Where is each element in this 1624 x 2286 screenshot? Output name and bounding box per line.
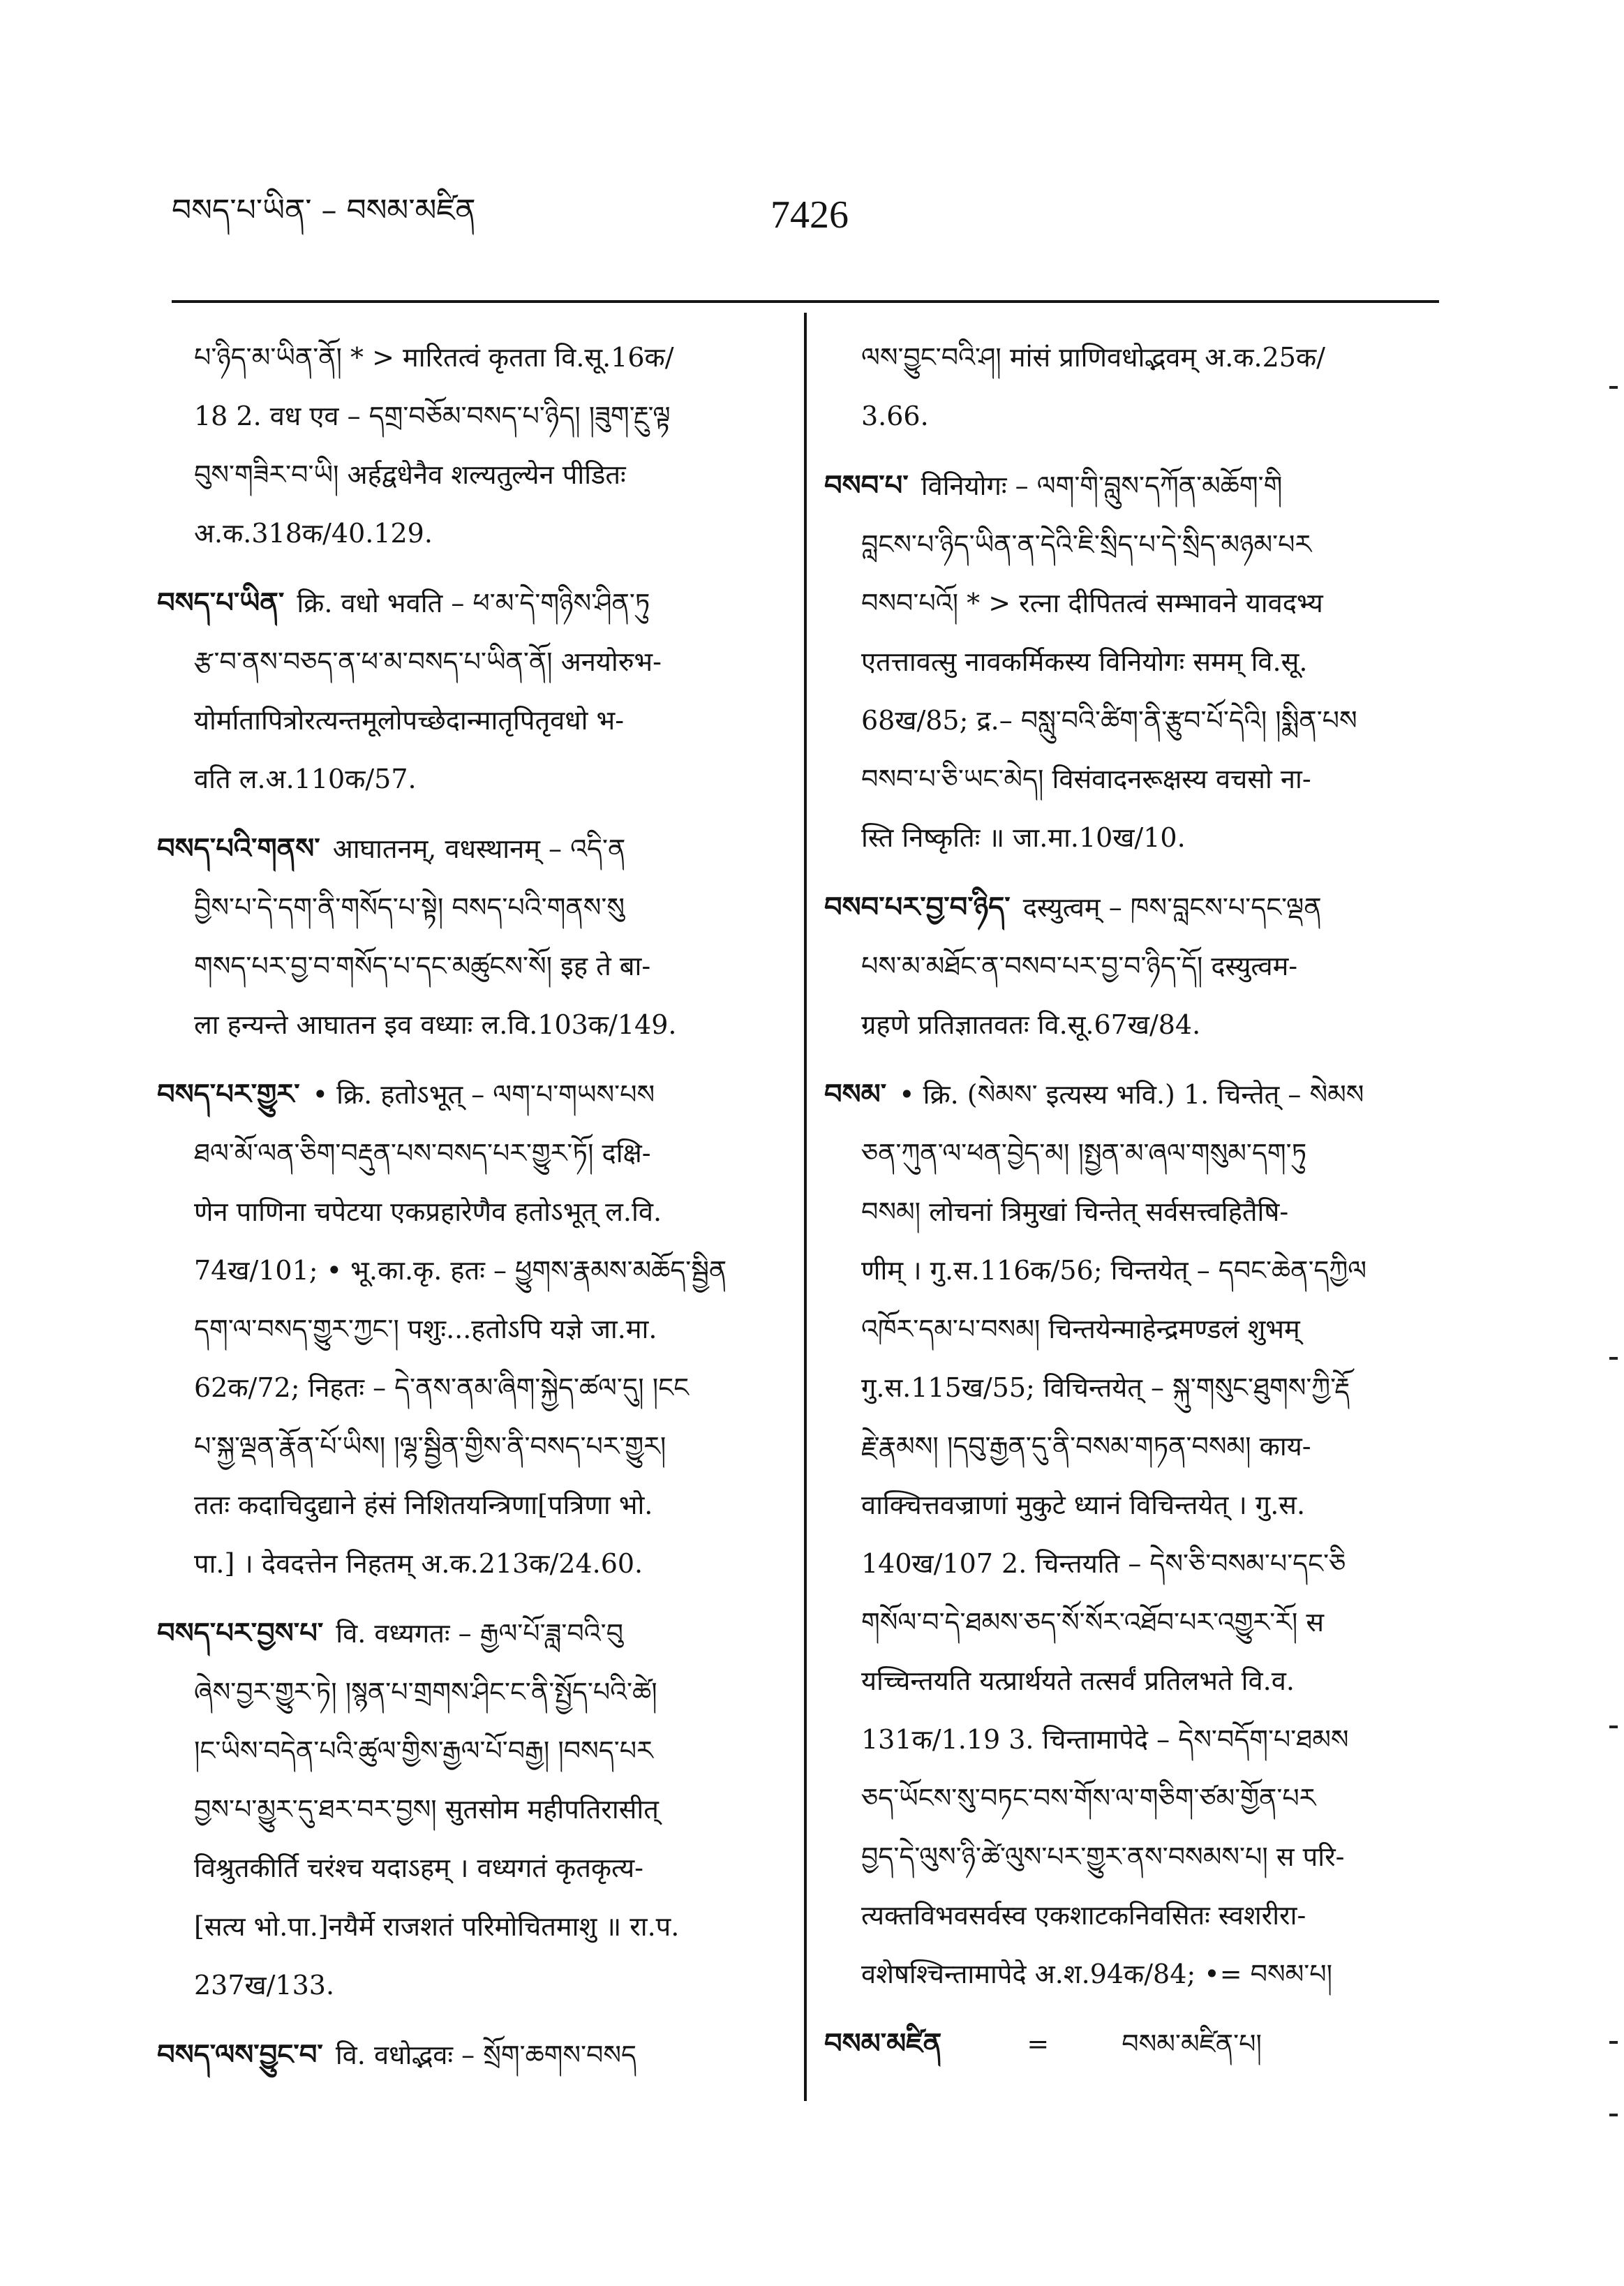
entry-line: णेन पाणिना चपेटया एकप्रहारेणैव हतोऽभूत् ल.वि. xyxy=(194,1196,662,1227)
entry-line: གསོལ་བ་དེ་ཐམས་ཅད་སོ་སོར་འཐོབ་པར་འགྱུར་རོ། स xyxy=(861,1607,1325,1638)
margin-mark xyxy=(1609,1357,1618,1360)
entry-line: ततः कदाचिदुद्याने हंसं निशितयन्त्रिणा[पत्रिणा भो. xyxy=(194,1490,653,1520)
entry-first-line xyxy=(157,1604,789,1663)
entry-continuation xyxy=(157,328,789,563)
margin-mark xyxy=(1609,1725,1618,1728)
dictionary-entry xyxy=(157,1604,789,2014)
entry-line: ལས་བྱུང་བའི་ཤ། मांसं प्राणिवधोद्भवम् अ.क.25क/ xyxy=(861,342,1325,373)
margin-mark xyxy=(1609,2041,1618,2044)
column-divider xyxy=(804,313,807,2101)
entry-first-line xyxy=(157,1065,789,1124)
entry-first-line xyxy=(824,2014,1444,2073)
entry-line: ला हन्यन्ते आघातन इव वध्याः ल.वि.103क/149. xyxy=(194,1009,677,1040)
entry-first-line xyxy=(824,878,1444,937)
entry-line: 18 2. वध एव – དགྲ་བཅོམ་བསད་པ་ཉིད། །ཟུག་རྔུ་ལྟ xyxy=(194,401,671,431)
entry-line: ग्रहणे प्रतिज्ञातवतः वि.सू.67ख/84. xyxy=(861,1009,1201,1040)
entry-line: བུས་གཟིར་བ་ཡི། अर्हद्वधेनैव शल्यतुल्येन पीडितः xyxy=(194,459,626,490)
entry-line: 237ख/133. xyxy=(194,1970,335,2001)
entry-line: योर्मातापित्रोरत्यन्तमूलोपच्छेदान्मातृपितृवधो भ- xyxy=(194,705,625,736)
entry-line: བྱད་དེ་ལུས་ཉི་ཚེ་ལུས་པར་གྱུར་ནས་བསམས་པ། स परि- xyxy=(861,1841,1345,1872)
entry-line: རྩ་བ་ནས་བཅད་ན་ཕ་མ་བསད་པ་ཡིན་ནོ། अनयोरुभ- xyxy=(194,646,662,677)
entry-line-text: क्रि. वधो भवति – ཕ་མ་དེ་གཉིས་ཤིན་ཏུ xyxy=(297,588,650,618)
entry-first-line xyxy=(824,457,1444,515)
column-right xyxy=(824,328,1444,2073)
entry-line: वाक्चित्तवज्राणां मुकुटे ध्यानं विचिन्तयेत् । गु.स. xyxy=(861,1490,1306,1520)
entry-line: །ང་ཡིས་བདེན་པའི་ཚུལ་གྱིས་རྒྱལ་པོ་བརྒྱ། །བསད་པར xyxy=(194,1735,653,1766)
entry-line-text: वि. वध्यगतः – རྒྱལ་པོ་ཟླ་བའི་བུ xyxy=(336,1618,623,1649)
entry-line: यच्चिन्तयति यत्प्रार्थयते तत्सर्वं प्रतिलभते वि.व. xyxy=(861,1665,1295,1696)
entry-line: णीम् । गु.स.116क/56; चिन्तयेत् – དབང་ཆེན་དཀྱིལ xyxy=(861,1255,1367,1286)
entry-line: 68ख/85; द्र.– བསླུ་བའི་ཚིག་ནི་རྩུབ་པོ་དེའི། །སྨིན་པས xyxy=(861,705,1357,736)
entry-line: अ.क.318क/40.129. xyxy=(194,518,433,549)
entry-headword: བསམ་མཛིན xyxy=(824,2027,942,2060)
entry-line: བསམ། लोचनां त्रिमुखां चिन्तेत् सर्वसत्त्वहितैषि- xyxy=(861,1196,1289,1227)
dictionary-entry xyxy=(157,1065,789,1593)
entry-line: ཅན་ཀུན་ལ་ཕན་བྱེད་མ། །སྤྱན་མ་ཞལ་གསུམ་དག་ཏུ xyxy=(861,1138,1307,1168)
entry-line-text: दस्युत्वम् – ཁས་བླངས་པ་དང་ལྡན xyxy=(1022,892,1322,923)
entry-line: एतत्तावत्सु नावकर्मिकस्य विनियोगः समम् वि.सू. xyxy=(861,646,1308,677)
entry-line: དག་ལ་བསད་གྱུར་ཀྱང་། पशुः...हतोऽपि यज्ञे जा.मा. xyxy=(194,1314,657,1344)
entry-line: པ་སྐྱ་ལྡན་རྣོན་པོ་ཡིས། །ལྷ་སྦྱིན་གྱིས་ནི་བསད་པར་གྱུར། xyxy=(194,1431,666,1462)
entry-headword: བསད་ལས་བྱུང་བ་ xyxy=(157,2038,323,2071)
entry-line: བླངས་པ་ཉིད་ཡིན་ན་དེའི་ཇི་སྲིད་པ་དེ་སྲིད་མཉམ་པར xyxy=(861,529,1312,560)
entry-headword: བསད་པར་བྱས་པ་ xyxy=(157,1617,324,1649)
margin-mark xyxy=(1609,2114,1618,2116)
entry-line: རྗེ་རྣམས། །དབུ་རྒྱན་དུ་ནི་བསམ་གཏན་བསམ། काय- xyxy=(861,1431,1311,1462)
entry-continuation xyxy=(824,328,1444,445)
entry-line: ཞེས་བྱར་གྱུར་ཏེ། །སྙན་པ་གྲགས་ཤིང་ང་ནི་སྤྱོད་པའི་ཚེ། xyxy=(194,1677,657,1707)
entry-first-line xyxy=(157,819,789,878)
margin-mark xyxy=(1609,386,1618,389)
entry-line-text: विनियोगः – ལག་གི་བླུས་དཀོན་མཆོག་གི xyxy=(921,470,1283,501)
dictionary-entry xyxy=(824,878,1444,1054)
entry-line: འཁོར་དམ་པ་བསམ། चिन्तयेन्माहेन्द्रमण्डलं शुभम् xyxy=(861,1314,1300,1344)
page-number: 7426 xyxy=(770,193,849,237)
entry-line: པས་མ་མཐོང་ན་བསབ་པར་བྱ་བ་ཉིད་དོ། दस्युत्वम- xyxy=(861,951,1298,981)
entry-line: वशेषश्चिन्तामापेदे अ.श.94क/84; •= བསམ་པ། xyxy=(861,1959,1333,1989)
entry-line-text: आघातनम्, वधस्थानम् – འདི་ན xyxy=(332,833,626,864)
entry-line: विश्रुतकीर्ति चरंश्च यदाऽहम् । वध्यगतं कृतकृत्य- xyxy=(194,1853,643,1883)
entry-line-text: • क्रि. हतोऽभूत् – ལག་པ་གཡས་པས xyxy=(312,1079,655,1110)
entry-headword: བསབ་པར་བྱ་བ་ཉིད་ xyxy=(824,891,1011,923)
dictionary-entry xyxy=(824,457,1444,867)
dictionary-entry xyxy=(157,819,789,1054)
entry-line: 62क/72; निहतः – དེ་ནས་ནམ་ཞིག་སྐྱེད་ཚལ་དུ། །ངང xyxy=(194,1372,690,1403)
entry-line: स्ति निष्कृतिः ॥ जा.मा.10ख/10. xyxy=(861,822,1186,853)
entry-line: त्यक्तविभवसर्वस्व एकशाटकनिवसितः स्वशरीरा- xyxy=(861,1900,1306,1931)
entry-line: पा.] । देवदत्तेन निहतम् अ.क.213क/24.60. xyxy=(194,1548,643,1579)
running-header: བསད་པ་ཡིན་ – བསམ་མཛིན xyxy=(172,193,476,228)
entry-line: གསད་པར་བྱ་བ་གསོད་པ་དང་མཚུངས་སོ། इह ते बा- xyxy=(194,951,651,981)
equals-sign: = xyxy=(1027,2028,1050,2059)
entry-line: པ་ཉིད་མ་ཡིན་ནོ། * > मारितत्वं कृतता वि.सू.16क/ xyxy=(194,342,674,373)
entry-first-line xyxy=(824,1065,1444,1124)
entry-headword: བསམ་ xyxy=(824,1078,887,1111)
entry-line: བསབ་པའོ། * > रत्ना दीपितत्वं सम्भावने यावदभ्य xyxy=(861,588,1323,618)
entry-line: བསབ་པ་ཅི་ཡང་མེད། विसंवादनरूक्षस्य वचसो ना- xyxy=(861,764,1311,794)
entry-headword: བསད་པའི་གནས་ xyxy=(157,832,320,865)
dictionary-entry xyxy=(157,574,789,808)
entry-line: वति ल.अ.110क/57. xyxy=(194,764,417,794)
cross-reference-entry xyxy=(824,2014,1444,2073)
entry-headword: བསད་པ་ཡིན་ xyxy=(157,586,285,619)
entry-line: 3.66. xyxy=(861,401,929,431)
entry-headword: བསབ་པ་ xyxy=(824,469,909,502)
entry-line: 74ख/101; • भू.का.कृ. हतः – ཕྱུགས་རྣམས་མཆོད་སྦྱིན xyxy=(194,1255,727,1286)
entry-line: ཅད་ཡོངས་སུ་བཏང་བས་གོས་ལ་གཅིག་ཙམ་གྱོན་པར xyxy=(861,1783,1316,1813)
entry-line: བྱས་པ་མྱུར་དུ་ཐར་བར་བྱས། सुतसोम महीपतिरासीत् xyxy=(194,1794,659,1825)
column-left xyxy=(157,328,789,2084)
header-rule xyxy=(172,300,1439,303)
entry-first-line xyxy=(157,2026,789,2084)
dictionary-entry xyxy=(824,1065,1444,2003)
cross-reference-target: བསམ་མཛིན་པ། xyxy=(1122,2028,1262,2059)
dictionary-entry xyxy=(157,2026,789,2084)
entry-line: 140ख/107 2. चिन्तयति – དེས་ཅི་བསམ་པ་དང་ཅི xyxy=(861,1548,1346,1579)
entry-line: བྱིས་པ་དེ་དག་ནི་གསོད་པ་སྟེ། བསད་པའི་གནས་སུ xyxy=(194,892,625,923)
entry-line-text: • क्रि. (སེམས་ इत्यस्य भवि.) 1. चिन्तेत् – སེམས xyxy=(899,1079,1364,1110)
entry-headword: བསད་པར་གྱུར་ xyxy=(157,1078,300,1111)
entry-first-line xyxy=(157,574,789,632)
entry-line: ཐལ་མོ་ལན་ཅིག་བརྡུན་པས་བསད་པར་གྱུར་ཏོ། दक्षि- xyxy=(194,1138,651,1168)
entry-line: [सत्य भो.पा.]नयैर्मे राजशतं परिमोचितमाशु ॥ रा.प. xyxy=(194,1911,680,1942)
entry-line: 131क/1.19 3. चिन्तामापेदे – དེས་བདོག་པ་ཐམས xyxy=(861,1724,1349,1755)
entry-line-text: वि. वधोद्भवः – སྲོག་ཆགས་བསད xyxy=(335,2040,637,2070)
entry-line: गु.स.115ख/55; विचिन्तयेत् – སྐུ་གསུང་ཐུགས་ཀྱི་རྡོ xyxy=(861,1372,1350,1403)
